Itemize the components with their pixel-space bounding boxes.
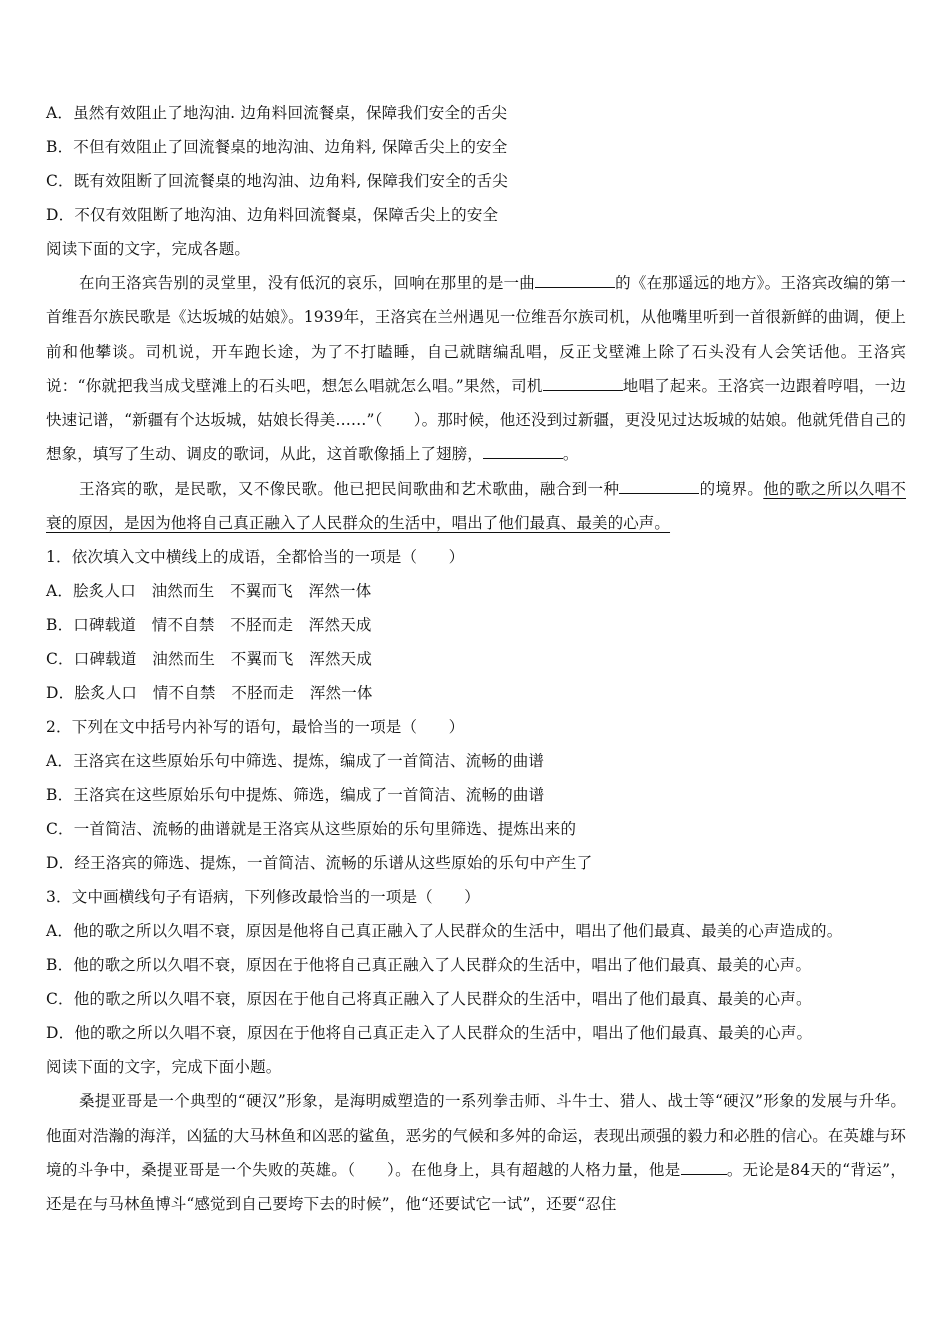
reading2-p1-text-b: 。无论是84天的“背运”，还是在与马林鱼博斗“感觉到自己要垮下去的时候”，他“还要试它一试”，还要“忍住 [46,1160,906,1214]
reading1-p2-text-a: 王洛宾的歌，是民歌，又不像民歌。他已把民间歌曲和艺术歌曲，融合到一种 [79,479,620,498]
q3-option-c: C．他的歌之所以久唱不衰，原因在于他自己将真正融入了人民群众的生活中，唱出了他们最真、最美的心声。 [46,990,812,1009]
q0-option-b: B．不但有效阻止了回流餐桌的地沟油、边角料, 保障舌尖上的安全 [46,138,508,156]
reading1-p1-text-d: 。 [562,445,579,464]
blank-3 [483,440,563,459]
q0-option-c: C．既有效阻断了回流餐桌的地沟油、边角料, 保障我们安全的舌尖 [46,172,508,190]
q2-stem: 2．下列在文中括号内补写的语句，最恰当的一项是（ ） [46,718,465,737]
reading2-paragraph-1 [46,1084,906,1221]
blank-2 [543,372,623,391]
q3-option-a: A．他的歌之所以久唱不衰，原因是他将自己真正融入了人民群众的生活中，唱出了他们最真、最美的心声造成的。 [46,922,843,941]
q1-option-d: D．脍炙人口 情不自禁 不胫而走 浑然一体 [46,684,373,703]
q2-option-b: B．王洛宾在这些原始乐句中提炼、筛选，编成了一首简洁、流畅的曲谱 [46,786,545,805]
q2-option-d: D．经王洛宾的筛选、提炼，一首简洁、流畅的乐谱从这些原始的乐句中产生了 [46,854,593,873]
q3-option-b: B．他的歌之所以久唱不衰，原因在于他将自己真正融入了人民群众的生活中，唱出了他们最真、最美的心声。 [46,956,812,975]
reading2-intro: 阅读下面的文字，完成下面小题。 [46,1058,282,1077]
q0-option-a: A．虽然有效阻止了地沟油. 边角料回流餐桌，保障我们安全的舌尖 [46,104,508,122]
document-page [46,96,906,1222]
reading1-p1-text-b: 的《在那遥远的地方》。王洛宾改编的第一首维吾尔族民歌是《达坂城的姑娘》。1939年，王洛宾在兰州遇见一位维吾尔族司机，从他嘴里听到一首很新鲜的曲调，便上前和他攀谈。司机说，开车跑长途，为了不打瞌睡，自己就瞎编乱唱，反正戈壁滩上除了石头没有人会笑话他。王洛宾说：“你就把我当成戈壁滩上的石头吧，想怎么唱就怎么唱。”果然，司机 [46,274,907,395]
reading1-p2-text-b: 的境界。 [699,479,764,498]
q1-option-b: B．口碑载道 情不自禁 不胫而走 浑然天成 [46,616,372,635]
q1-stem: 1．依次填入文中横线上的成语，全都恰当的一项是（ ） [46,548,465,567]
blank-4 [619,475,699,494]
reading1-intro: 阅读下面的文字，完成各题。 [46,240,251,258]
q3-stem: 3．文中画横线句子有语病，下列修改最恰当的一项是（ ） [46,888,480,907]
reading1-p1-text-a: 在向王洛宾告别的灵堂里，没有低沉的哀乐，回响在那里的是一曲 [79,274,535,292]
q3-option-d: D．他的歌之所以久唱不衰，原因在于他将自己真正走入了人民群众的生活中，唱出了他们最真、最美的心声。 [46,1024,813,1043]
reading1-paragraph-2 [46,472,906,541]
q2-option-c: C．一首简洁、流畅的曲谱就是王洛宾从这些原始的乐句里筛选、提炼出来的 [46,820,577,839]
underlined-sentence: 他的歌之所以久唱不衰的原因，是因为他将自己真正融入了人民群众的生活中，唱出了他们最真、最美的心声。 [46,479,906,533]
blank-5 [681,1156,727,1175]
blank-1 [535,269,615,288]
reading1-paragraph-1 [46,266,906,472]
reading2-p1-text-a: 桑提亚哥是一个典型的“硬汉”形象，是海明威塑造的一系列拳击师、斗牛士、猎人、战士等“硬汉”形象的发展与升华。他面对浩瀚的海洋，凶猛的大马林鱼和凶恶的鲨鱼，恶劣的气候和多舛的命运，表现出顽强的毅力和必胜的信心。在英雄与环境的斗争中，桑提亚哥是一个失败的英雄。（ ）。在他身上，具有超越的人格力量，他是 [46,1092,906,1179]
reading1-p1-text-c: 地唱了起来。王洛宾一边跟着哼唱，一边快速记谱，“新疆有个达坂城，姑娘长得美……”（ ）。那时候，他还没到过新疆，更没见过达坂城的姑娘。他就凭借自己的想象，填写了生动、调皮的歌词，从此，这首歌像插上了翅膀， [46,376,906,464]
q0-option-d: D．不仅有效阻断了地沟油、边角料回流餐桌，保障舌尖上的安全 [46,206,499,224]
q1-option-c: C．口碑载道 油然而生 不翼而飞 浑然天成 [46,650,373,669]
q1-option-a: A．脍炙人口 油然而生 不翼而飞 浑然一体 [46,582,372,601]
q2-option-a: A．王洛宾在这些原始乐句中筛选、提炼，编成了一首简洁、流畅的曲谱 [46,752,545,771]
